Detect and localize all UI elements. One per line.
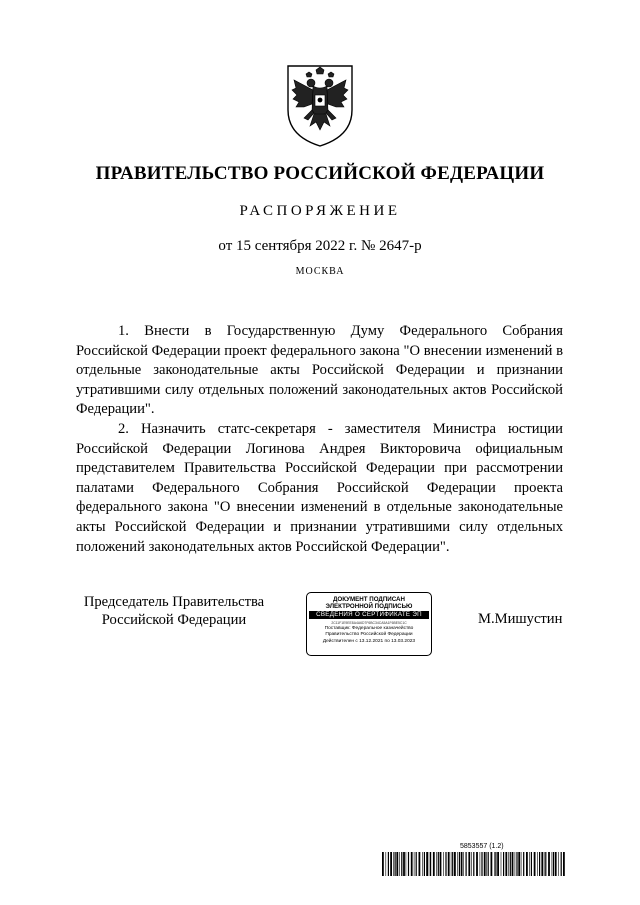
stamp-validity: Действителен с 13.12.2021 по 13.03.2023: [322, 638, 416, 644]
barcode: [382, 852, 568, 876]
electronic-signature-stamp: [306, 592, 432, 656]
russian-coat-of-arms-icon: [280, 60, 360, 150]
signer-title-line-1: Председатель Правительства: [83, 594, 265, 610]
stamp-owner: Правительство Российской Федерации: [325, 632, 413, 638]
stamp-title-line-2: ЭЛЕКТРОННОЙ ПОДПИСЬЮ: [325, 603, 413, 610]
document-type: РАСПОРЯЖЕНИЕ: [239, 203, 401, 219]
paragraph-1: 1. Внести в Государственную Думу Федерального Собрания Российской Федерации проект федерального закона "О внесении изменений в отдельные законодательные акты Российской Федерации и признании утратившими силу отдельных положений законодательных актов Российской Федерации".: [76, 323, 563, 418]
stamp-serial: 2C11F1E9EE8A4A6D7F6BC34CA5A1F6BE5C1C: [331, 621, 407, 625]
signer-name: М.Мишустин: [478, 611, 563, 627]
city: МОСКВА: [295, 266, 345, 277]
paragraph-2: 2. Назначить статс-секретаря - заместителя Министра юстиции Российской Федерации Логинова Андрея Викторовича официальным представителем Правительства Российской Федерации при рассмотрении палатами Федерального Собрания Российской Федерации проекта федерального закона "О внесении изменений в отдельные законодательные акты Российской Федерации и признании утратившими силу отдельных положений законодательных актов Российской Федерации".: [76, 420, 563, 555]
stamp-issuer: Поставщик: Федеральное казначейство: [324, 626, 414, 632]
signer-title: [76, 593, 272, 629]
stamp-title-line-1: ДОКУМЕНТ ПОДПИСАН: [333, 596, 405, 603]
government-title: ПРАВИТЕЛЬСТВО РОССИЙСКОЙ ФЕДЕРАЦИИ: [95, 163, 545, 184]
signer-title-line-2: Российской Федерации: [101, 612, 247, 628]
order-body: [76, 322, 563, 557]
stamp-certificate-bar: СВЕДЕНИЯ О СЕРТИФИКАТЕ ЭП: [309, 611, 429, 619]
date-and-number: от 15 сентября 2022 г. № 2647-р: [218, 238, 422, 254]
document-number: 5853557 (1.2): [460, 843, 504, 850]
